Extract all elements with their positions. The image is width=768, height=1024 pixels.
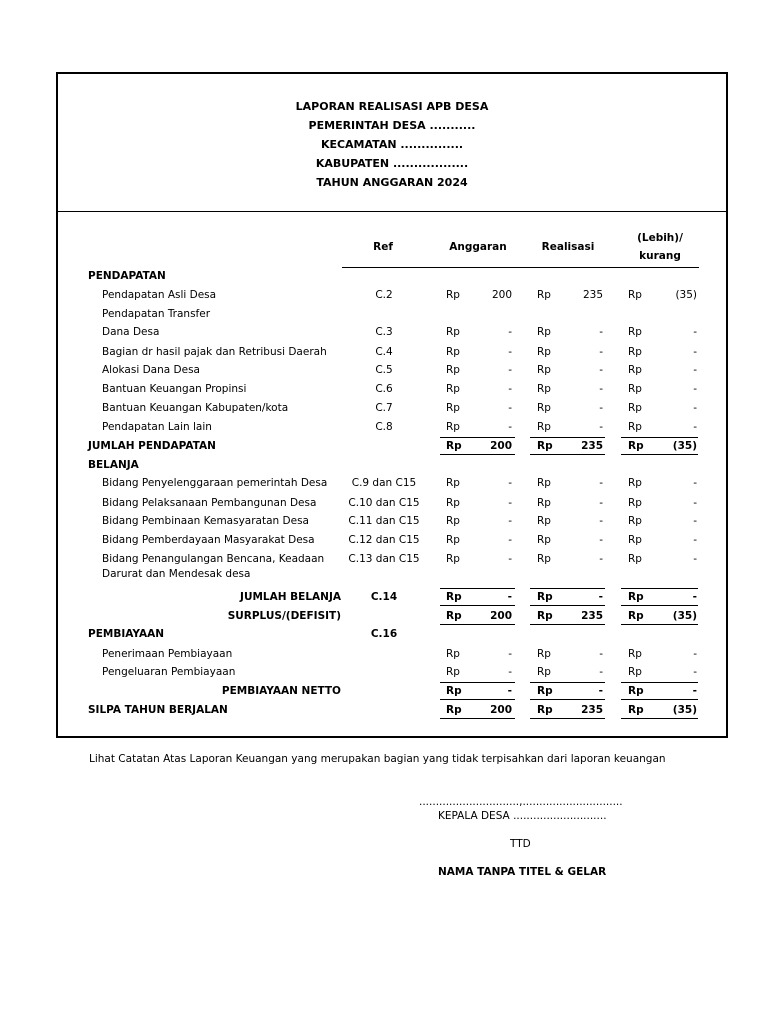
total-underline [530,718,605,719]
report-header [58,74,726,212]
realisasi-value: - [599,326,603,338]
anggaran-value: - [508,402,512,414]
realisasi-value: - [598,591,603,603]
selisih-currency: Rp [628,704,644,716]
ref-cell: C.7 [375,402,393,414]
row-label: Bantuan Keuangan Propinsi [102,383,247,395]
realisasi-currency: Rp [537,364,551,376]
anggaran-currency: Rp [446,515,460,527]
anggaran-value: - [507,591,512,603]
ref-cell: C.13 dan C15 [348,553,420,565]
anggaran-currency: Rp [446,346,460,358]
selisih-value: - [693,346,697,358]
realisasi-currency: Rp [537,610,553,622]
anggaran-value: 200 [491,289,512,301]
total-line [621,588,698,589]
selisih-value: (35) [672,704,697,716]
ref-cell: C.10 dan C15 [348,497,420,509]
col-header-ref: Ref [373,241,393,253]
anggaran-currency: Rp [446,289,460,301]
realisasi-value: 235 [581,704,603,716]
selisih-currency: Rp [628,591,644,603]
realisasi-currency: Rp [537,346,551,358]
realisasi-currency: Rp [537,515,551,527]
anggaran-value: - [508,383,512,395]
anggaran-value: 200 [490,440,512,452]
total-underline [530,605,605,606]
anggaran-currency: Rp [446,421,460,433]
realisasi-currency: Rp [537,477,551,489]
anggaran-currency: Rp [446,383,460,395]
anggaran-currency: Rp [446,440,462,452]
section-heading: JUMLAH PENDAPATAN [88,440,216,452]
anggaran-currency: Rp [446,591,462,603]
row-label: Bidang Penangulangan Bencana, Keadaan [102,553,325,565]
row-label: Bantuan Keuangan Kabupaten/kota [102,402,289,414]
realisasi-currency: Rp [537,591,553,603]
realisasi-currency: Rp [537,326,551,338]
col-header-kurang: kurang [639,250,681,262]
anggaran-currency: Rp [446,666,460,678]
total-underline [621,454,698,455]
col-header-realisasi: Realisasi [541,241,595,253]
selisih-currency: Rp [628,666,642,678]
place-date-line: ..............................,.............................. [419,796,623,808]
selisih-value: - [693,666,697,678]
selisih-value: - [692,591,697,603]
selisih-value: (35) [672,610,697,622]
realisasi-currency: Rp [537,553,551,565]
selisih-value: - [693,383,697,395]
selisih-currency: Rp [628,534,642,546]
row-label: Pengeluaran Pembiayaan [102,666,236,678]
anggaran-value: - [507,685,512,697]
realisasi-value: - [599,421,603,433]
ref-cell: C.6 [375,383,393,395]
selisih-value: - [693,402,697,414]
anggaran-currency: Rp [446,326,460,338]
realisasi-currency: Rp [537,289,551,301]
regency: KABUPATEN .................. [315,157,469,170]
ref-cell: C.5 [375,364,393,376]
row-label: Alokasi Dana Desa [102,364,200,376]
row-label: Pendapatan Asli Desa [102,289,217,301]
village-government: PEMERINTAH DESA ........... [308,119,476,132]
ref-cell: C.8 [375,421,393,433]
row-label: Bidang Pemberdayaan Masyarakat Desa [102,534,315,546]
total-line [621,437,698,438]
ref-cell: C.14 [370,591,398,603]
ref-cell: C.9 dan C15 [351,477,417,489]
realisasi-value: - [599,364,603,376]
total-line [621,682,698,683]
selisih-currency: Rp [628,515,642,527]
row-label: Dana Desa [102,326,160,338]
anggaran-value: - [508,497,512,509]
selisih-value: (35) [672,440,697,452]
total-line [440,588,515,589]
anggaran-currency: Rp [446,648,460,660]
row-label: PEMBIAYAAN NETTO [221,685,341,697]
section-heading: BELANJA [88,459,139,471]
anggaran-currency: Rp [446,402,460,414]
signature-ttd: TTD [510,838,531,850]
row-label: SURPLUS/(DEFISIT) [227,610,341,622]
realisasi-value: 235 [581,440,603,452]
anggaran-currency: Rp [446,553,460,565]
realisasi-value: - [599,497,603,509]
row-label: Pendapatan Transfer [102,308,211,320]
fiscal-year: TAHUN ANGGARAN 2024 [316,176,468,189]
row-label: Pendapatan Lain lain [102,421,212,433]
row-label: Bagian dr hasil pajak dan Retribusi Daerah [102,346,327,358]
realisasi-currency: Rp [537,704,553,716]
total-line [440,682,515,683]
realisasi-currency: Rp [537,402,551,414]
selisih-value: - [693,515,697,527]
selisih-value: (35) [675,289,697,301]
anggaran-currency: Rp [446,364,460,376]
realisasi-currency: Rp [537,421,551,433]
selisih-currency: Rp [628,685,644,697]
anggaran-value: - [508,326,512,338]
anggaran-value: - [508,515,512,527]
anggaran-value: - [508,477,512,489]
col-header-lebih: (Lebih)/ [637,232,683,244]
selisih-value: - [693,421,697,433]
selisih-currency: Rp [628,497,642,509]
selisih-currency: Rp [628,553,642,565]
total-underline [440,624,515,625]
realisasi-value: - [598,685,603,697]
selisih-value: - [693,477,697,489]
total-line [530,437,605,438]
selisih-value: - [693,534,697,546]
total-line [530,588,605,589]
realisasi-value: - [599,553,603,565]
ref-cell: C.4 [375,346,393,358]
row-label: Penerimaan Pembiayaan [102,648,233,660]
ref-cell: C.12 dan C15 [348,534,420,546]
selisih-value: - [692,685,697,697]
realisasi-value: 235 [581,610,603,622]
selisih-currency: Rp [628,477,642,489]
selisih-value: - [693,326,697,338]
selisih-currency: Rp [628,440,644,452]
ref-cell: C.2 [375,289,393,301]
row-label-continued: Darurat dan Mendesak desa [102,568,251,580]
total-underline [440,454,515,455]
anggaran-value: 200 [490,610,512,622]
selisih-value: - [693,497,697,509]
row-label: Bidang Pembinaan Kemasyaratan Desa [102,515,309,527]
realisasi-currency: Rp [537,666,551,678]
row-label: JUMLAH BELANJA [240,591,341,603]
district: KECAMATAN ............... [320,138,464,151]
total-underline [530,454,605,455]
village-head-title: KEPALA DESA ............................ [438,810,607,822]
realisasi-currency: Rp [537,440,553,452]
anggaran-value: - [508,364,512,376]
anggaran-currency: Rp [446,497,460,509]
row-label: Bidang Pelaksanaan Pembangunan Desa [102,497,317,509]
ref-cell: C.16 [370,628,398,640]
selisih-currency: Rp [628,326,642,338]
selisih-currency: Rp [628,346,642,358]
report-title: LAPORAN REALISASI APB DESA [295,100,489,113]
realisasi-value: - [599,515,603,527]
realisasi-value: - [599,383,603,395]
anggaran-value: - [508,553,512,565]
selisih-currency: Rp [628,610,644,622]
anggaran-value: 200 [490,704,512,716]
realisasi-currency: Rp [537,497,551,509]
footnote: Lihat Catatan Atas Laporan Keuangan yang merupakan bagian yang tidak terpisahkan dari laporan keuangan [89,753,666,765]
total-underline [440,699,515,700]
anggaran-value: - [508,534,512,546]
total-underline [621,718,698,719]
realisasi-value: - [599,666,603,678]
anggaran-currency: Rp [446,704,462,716]
realisasi-value: - [599,346,603,358]
signatory-name: NAMA TANPA TITEL & GELAR [438,866,607,878]
total-line [530,682,605,683]
total-underline [530,624,605,625]
realisasi-currency: Rp [537,685,553,697]
total-underline [621,624,698,625]
row-label: Bidang Penyelenggaraan pemerintah Desa [102,477,328,489]
selisih-currency: Rp [628,421,642,433]
anggaran-currency: Rp [446,610,462,622]
section-heading: SILPA TAHUN BERJALAN [88,704,228,716]
realisasi-currency: Rp [537,534,551,546]
total-underline [621,699,698,700]
ref-cell: C.3 [375,326,393,338]
realisasi-currency: Rp [537,383,551,395]
selisih-value: - [693,648,697,660]
realisasi-value: - [599,477,603,489]
selisih-currency: Rp [628,402,642,414]
realisasi-value: - [599,648,603,660]
realisasi-currency: Rp [537,648,551,660]
total-underline [440,605,515,606]
selisih-currency: Rp [628,383,642,395]
selisih-currency: Rp [628,364,642,376]
anggaran-value: - [508,346,512,358]
total-underline [621,605,698,606]
selisih-currency: Rp [628,289,642,301]
anggaran-value: - [508,648,512,660]
realisasi-value: - [599,534,603,546]
realisasi-value: - [599,402,603,414]
selisih-currency: Rp [628,648,642,660]
selisih-value: - [693,364,697,376]
col-header-anggaran: Anggaran [449,241,507,253]
section-heading: PEMBIAYAAN [88,628,164,640]
selisih-value: - [693,553,697,565]
anggaran-currency: Rp [446,534,460,546]
header-underline [342,267,699,268]
anggaran-currency: Rp [446,685,462,697]
anggaran-value: - [508,421,512,433]
realisasi-value: 235 [582,289,603,301]
total-line [440,437,515,438]
section-heading: PENDAPATAN [88,270,166,282]
ref-cell: C.11 dan C15 [348,515,420,527]
anggaran-value: - [508,666,512,678]
total-underline [530,699,605,700]
total-underline [440,718,515,719]
anggaran-currency: Rp [446,477,460,489]
